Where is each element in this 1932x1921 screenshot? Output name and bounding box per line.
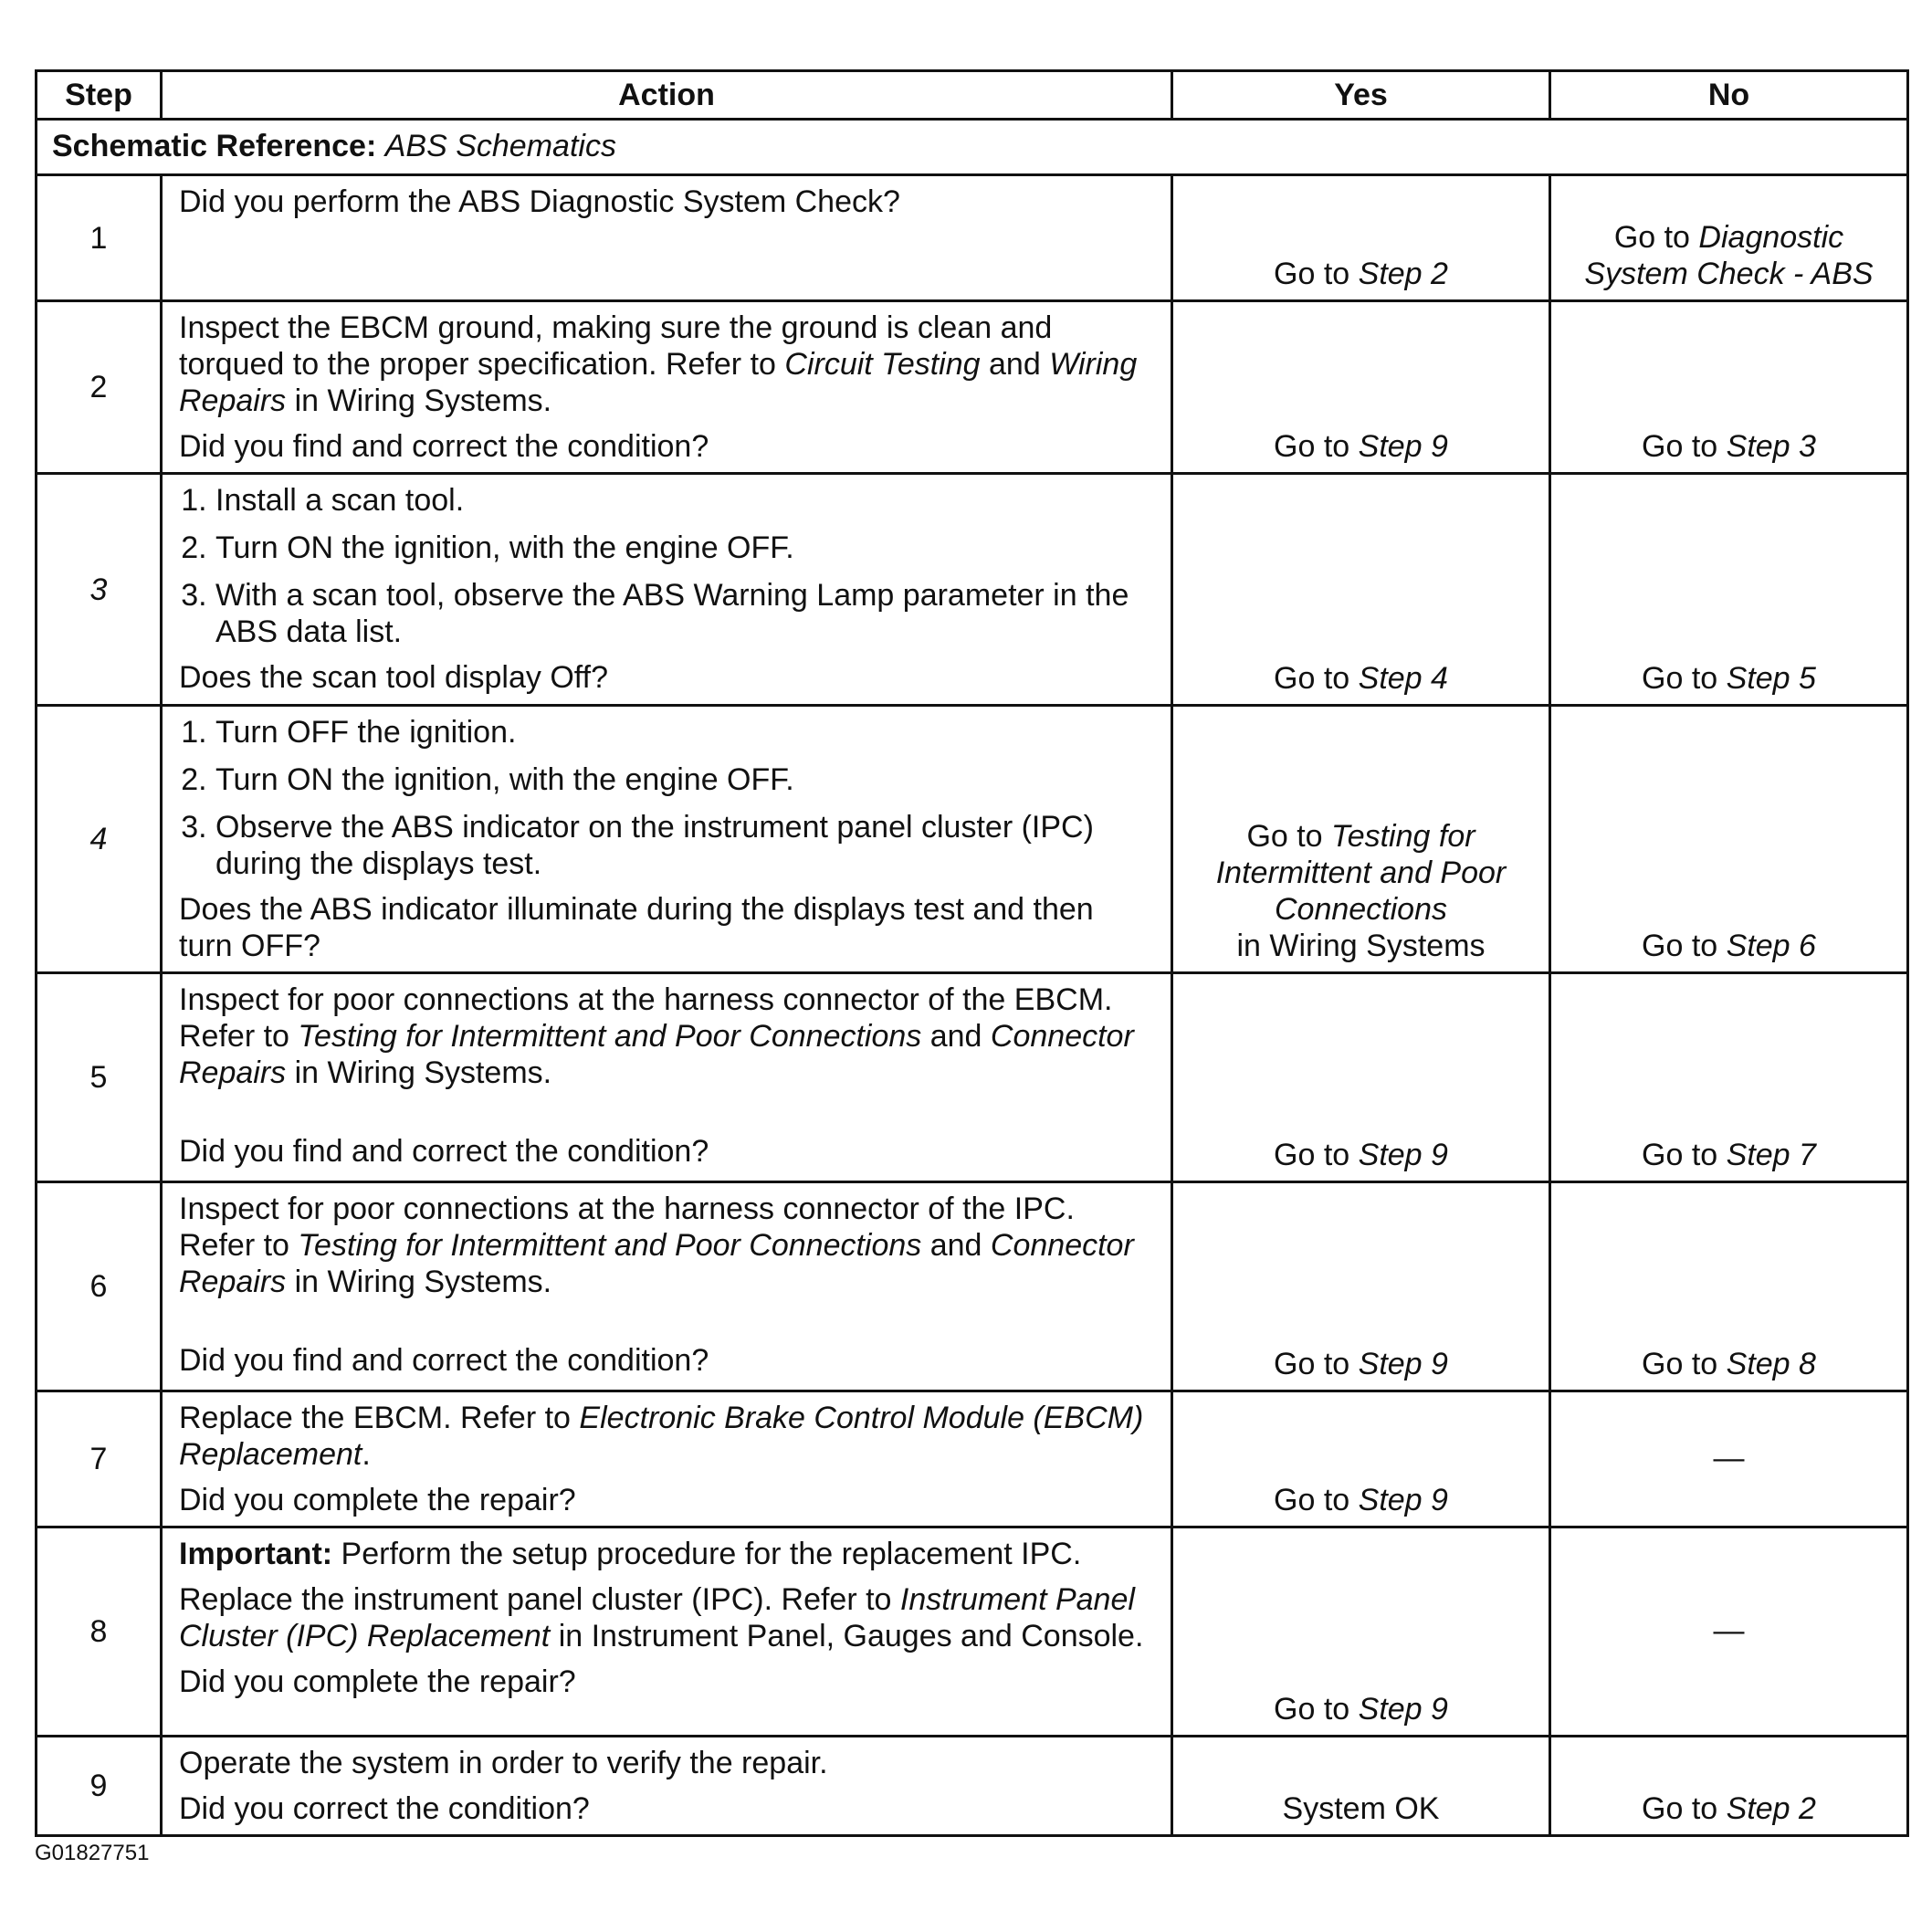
yes-cell <box>1172 706 1550 973</box>
yes-link[interactable]: Step 2 <box>1358 257 1448 291</box>
yes-cell <box>1172 175 1550 301</box>
action-question: Did you find and correct the condition? <box>179 1134 709 1169</box>
action-reference-link[interactable]: Connector Repairs <box>179 1228 1134 1299</box>
no-link[interactable]: Step 3 <box>1726 429 1816 464</box>
action-text <box>179 1191 1152 1300</box>
no-cell <box>1550 1527 1908 1737</box>
yes-prefix: Go to <box>1274 1483 1359 1517</box>
important-text: Perform the setup procedure for the replacement IPC. <box>332 1537 1082 1571</box>
action-question: Did you find and correct the condition? <box>179 429 709 464</box>
action-text-part: Inspect for poor connections at the harness connector of the EBCM. Refer to <box>179 982 1113 1054</box>
table-row <box>37 973 1908 1182</box>
table-row <box>37 1737 1908 1836</box>
no-link[interactable]: Diagnostic System Check - ABS <box>1584 220 1874 291</box>
no-prefix: Go to <box>1642 661 1727 696</box>
no-prefix: Go to <box>1642 929 1727 963</box>
action-question: Did you find and correct the condition? <box>179 1343 709 1378</box>
action-steps-list <box>179 714 1152 882</box>
no-dash: — <box>1713 1441 1745 1475</box>
action-question: Did you complete the repair? <box>179 1664 576 1699</box>
no-cell <box>1550 1391 1908 1527</box>
action-text-part: in Wiring Systems. <box>286 383 552 418</box>
step-number: 1 <box>37 175 162 301</box>
action-text <box>179 981 1152 1091</box>
header-yes: Yes <box>1172 71 1550 120</box>
action-cell <box>162 301 1172 474</box>
no-cell <box>1550 706 1908 973</box>
no-prefix: Go to <box>1642 1347 1727 1381</box>
action-reference-link[interactable]: Circuit Testing <box>784 347 981 382</box>
action-text-part: Inspect the EBCM ground, making sure the ground is clean and torqued to the proper specification. Refer to <box>179 310 1053 382</box>
step-number: 6 <box>37 1182 162 1391</box>
action-question: Did you complete the repair? <box>179 1483 576 1517</box>
action-text-part: . <box>362 1437 371 1472</box>
table-row <box>37 1527 1908 1737</box>
yes-link[interactable]: Step 9 <box>1358 429 1448 464</box>
table-row <box>37 301 1908 474</box>
yes-link[interactable]: Testing for Intermittent and Poor Connections <box>1215 819 1507 927</box>
action-text <box>179 1745 1152 1781</box>
schematic-reference-label: Schematic Reference: <box>52 129 377 163</box>
step-number: 2 <box>37 301 162 474</box>
action-step: 1. Install a scan tool. <box>215 482 1152 519</box>
action-text-part: and <box>980 347 1050 382</box>
table-row <box>37 706 1908 973</box>
yes-prefix: Go to <box>1274 1138 1359 1172</box>
yes-plain: System OK <box>1282 1791 1440 1826</box>
yes-cell <box>1172 474 1550 706</box>
yes-link[interactable]: Step 9 <box>1358 1692 1448 1727</box>
no-link[interactable]: Step 8 <box>1726 1347 1816 1381</box>
no-link[interactable]: Step 7 <box>1726 1138 1816 1172</box>
yes-cell <box>1172 301 1550 474</box>
schematic-reference-row <box>37 120 1908 175</box>
important-note <box>179 1536 1152 1572</box>
yes-prefix: Go to <box>1274 429 1359 464</box>
action-cell <box>162 1737 1172 1836</box>
no-cell <box>1550 175 1908 301</box>
table-row <box>37 474 1908 706</box>
schematic-reference <box>37 120 1908 175</box>
action-text-part: Replace the instrument panel cluster (IPC). Refer to <box>179 1582 900 1617</box>
action-step: 3. With a scan tool, observe the ABS Warning Lamp parameter in the ABS data list. <box>215 577 1152 650</box>
no-prefix: Go to <box>1642 1791 1727 1826</box>
action-text-part: Replace the EBCM. Refer to <box>179 1401 580 1435</box>
yes-cell <box>1172 1737 1550 1836</box>
no-cell <box>1550 301 1908 474</box>
step-number: 8 <box>37 1527 162 1737</box>
action-text-part: and <box>921 1228 991 1263</box>
step-number: 3 <box>37 474 162 706</box>
action-reference-link[interactable]: Electronic Brake Control Module (EBCM) Replacement <box>179 1401 1144 1472</box>
action-cell <box>162 706 1172 973</box>
action-reference-link[interactable]: Testing for Intermittent and Poor Connections <box>298 1019 922 1054</box>
yes-prefix: Go to <box>1274 661 1359 696</box>
no-cell <box>1550 474 1908 706</box>
action-reference-link[interactable]: Instrument Panel Cluster (IPC) Replacement <box>179 1582 1135 1653</box>
action-question: Did you perform the ABS Diagnostic System Check? <box>179 184 900 219</box>
no-link[interactable]: Step 2 <box>1726 1791 1816 1826</box>
header-step: Step <box>37 71 162 120</box>
action-cell <box>162 973 1172 1182</box>
step-number: 7 <box>37 1391 162 1527</box>
schematic-reference-link[interactable]: ABS Schematics <box>384 129 616 163</box>
step-number: 5 <box>37 973 162 1182</box>
action-cell <box>162 1527 1172 1737</box>
action-text-part: in Wiring Systems. <box>286 1265 552 1299</box>
yes-prefix: Go to <box>1274 257 1359 291</box>
no-cell <box>1550 973 1908 1182</box>
yes-prefix: Go to <box>1274 1347 1359 1381</box>
action-reference-link[interactable]: Testing for Intermittent and Poor Connections <box>298 1228 922 1263</box>
table-row <box>37 1391 1908 1527</box>
no-cell <box>1550 1182 1908 1391</box>
yes-cell <box>1172 973 1550 1182</box>
no-link[interactable]: Step 5 <box>1726 661 1816 696</box>
action-text-part: in Wiring Systems. <box>286 1055 552 1090</box>
important-label: Important: <box>179 1537 333 1571</box>
yes-cell <box>1172 1527 1550 1737</box>
yes-prefix: Go to <box>1274 1692 1359 1727</box>
table-row <box>37 1182 1908 1391</box>
action-cell <box>162 175 1172 301</box>
yes-link[interactable]: Step 9 <box>1358 1483 1448 1517</box>
no-link[interactable]: Step 6 <box>1726 929 1816 963</box>
action-step: 2. Turn ON the ignition, with the engine OFF. <box>215 761 1152 798</box>
yes-link[interactable]: Step 4 <box>1358 661 1448 696</box>
action-steps-list <box>179 482 1152 650</box>
action-reference-link[interactable]: Wiring Repairs <box>179 347 1138 418</box>
action-text-part: and <box>921 1019 991 1054</box>
yes-suffix: in Wiring Systems <box>1236 929 1486 963</box>
action-cell <box>162 1182 1172 1391</box>
action-question: Does the ABS indicator illuminate during the displays test and then turn OFF? <box>179 892 1094 963</box>
no-prefix: Go to <box>1642 1138 1727 1172</box>
action-reference-link[interactable]: Connector Repairs <box>179 1019 1134 1090</box>
diagnostic-table <box>35 69 1909 1837</box>
action-question: Did you correct the condition? <box>179 1791 590 1826</box>
action-text <box>179 1581 1152 1654</box>
action-text-part: Inspect for poor connections at the harness connector of the IPC. Refer to <box>179 1191 1075 1263</box>
header-action: Action <box>162 71 1172 120</box>
yes-prefix: Go to <box>1246 819 1332 854</box>
figure-id: G01827751 <box>35 1841 150 1865</box>
header-no: No <box>1550 71 1908 120</box>
no-prefix: Go to <box>1642 429 1727 464</box>
yes-cell <box>1172 1182 1550 1391</box>
action-step: 2. Turn ON the ignition, with the engine OFF. <box>215 530 1152 566</box>
action-step: 1. Turn OFF the ignition. <box>215 714 1152 751</box>
table-row <box>37 175 1908 301</box>
action-text <box>179 1400 1152 1473</box>
yes-link[interactable]: Step 9 <box>1358 1347 1448 1381</box>
action-text <box>179 310 1152 419</box>
step-number: 4 <box>37 706 162 973</box>
yes-link[interactable]: Step 9 <box>1358 1138 1448 1172</box>
no-prefix: Go to <box>1613 220 1699 255</box>
action-step: 3. Observe the ABS indicator on the instrument panel cluster (IPC) during the displays test. <box>215 809 1152 882</box>
action-cell <box>162 1391 1172 1527</box>
action-cell <box>162 474 1172 706</box>
step-number: 9 <box>37 1737 162 1836</box>
no-cell <box>1550 1737 1908 1836</box>
action-question: Does the scan tool display Off? <box>179 660 608 695</box>
header-row <box>37 71 1908 120</box>
action-text-part: in Instrument Panel, Gauges and Console. <box>550 1619 1144 1653</box>
action-text-part: Operate the system in order to verify the repair. <box>179 1746 828 1780</box>
yes-cell <box>1172 1391 1550 1527</box>
no-dash: — <box>1713 1613 1745 1648</box>
